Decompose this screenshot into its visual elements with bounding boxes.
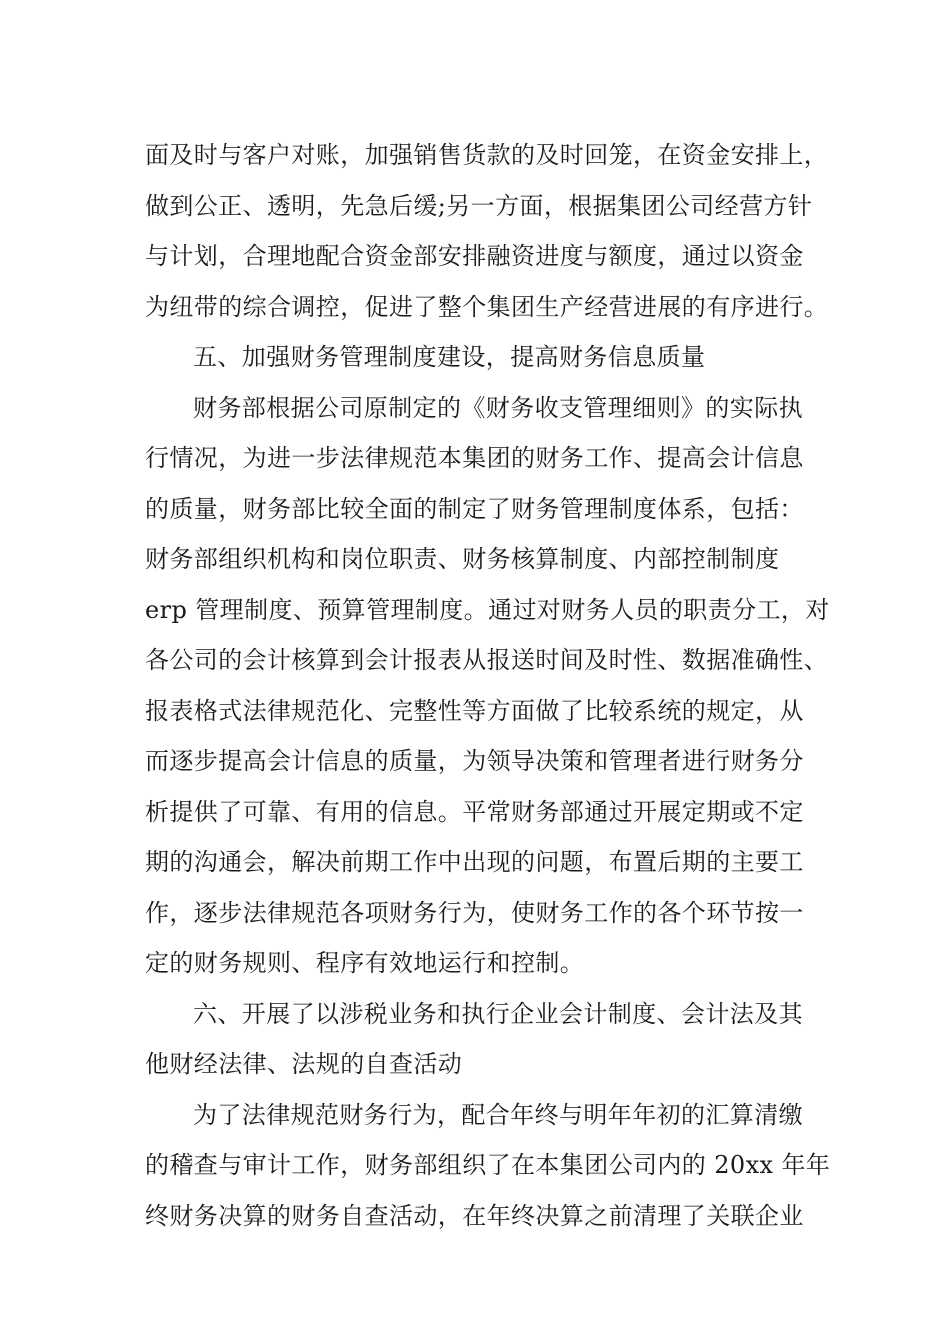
text-line: 作，逐步法律规范各项财务行为，使财务工作的各个环节按一 bbox=[145, 898, 804, 927]
text-line: 各公司的会计核算到会计报表从报送时间及时性、数据准确性、 bbox=[145, 646, 829, 674]
text-line: 的质量，财务部比较全面的制定了财务管理制度体系，包括： bbox=[145, 494, 804, 523]
document-body bbox=[145, 130, 831, 1241]
text-line: 的稽查与审计工作，财务部组织了在本集团公司内的 20xx 年年 bbox=[145, 1151, 831, 1179]
text-line: 做到公正、透明，先急后缓;另一方面，根据集团公司经营方针 bbox=[145, 191, 813, 220]
text-line: 定的财务规则、程序有效地运行和控制。 bbox=[145, 949, 585, 977]
paragraph-start: 财务部根据公司原制定的《财务收支管理细则》的实际执 bbox=[193, 393, 803, 422]
text-line: 报表格式法律规范化、完整性等方面做了比较系统的规定，从 bbox=[145, 696, 804, 725]
section-heading-6: 六、开展了以涉税业务和执行企业会计制度、会计法及其 bbox=[193, 999, 803, 1028]
text-line: 期的沟通会，解决前期工作中出现的问题，布置后期的主要工 bbox=[145, 848, 804, 876]
text-line: erp 管理制度、预算管理制度。通过对财务人员的职责分工，对 bbox=[145, 595, 830, 624]
section-heading-6-continued: 他财经法律、法规的自查活动 bbox=[145, 1050, 463, 1078]
text-line: 为纽带的综合调控，促进了整个集团生产经营进展的有序进行。 bbox=[145, 292, 829, 321]
text-line: 财务部组织机构和岗位职责、财务核算制度、内部控制制度 bbox=[145, 545, 780, 573]
text-line: 析提供了可靠、有用的信息。平常财务部通过开展定期或不定 bbox=[145, 797, 804, 826]
text-line: 行情况，为进一步法律规范本集团的财务工作、提高会计信息 bbox=[145, 444, 804, 472]
text-line: 而逐步提高会计信息的质量，为领导决策和管理者进行财务分 bbox=[145, 747, 804, 775]
text-line: 终财务决算的财务自查活动，在年终决算之前清理了关联企业 bbox=[145, 1201, 804, 1230]
paragraph-start: 为了法律规范财务行为，配合年终与明年年初的汇算清缴 bbox=[193, 1100, 803, 1129]
text-line: 与计划，合理地配合资金部安排融资进度与额度，通过以资金 bbox=[145, 242, 804, 270]
text-line: 面及时与客户对账，加强销售货款的及时回笼，在资金安排上， bbox=[145, 141, 829, 169]
section-heading-5: 五、加强财务管理制度建设，提高财务信息质量 bbox=[193, 343, 706, 371]
